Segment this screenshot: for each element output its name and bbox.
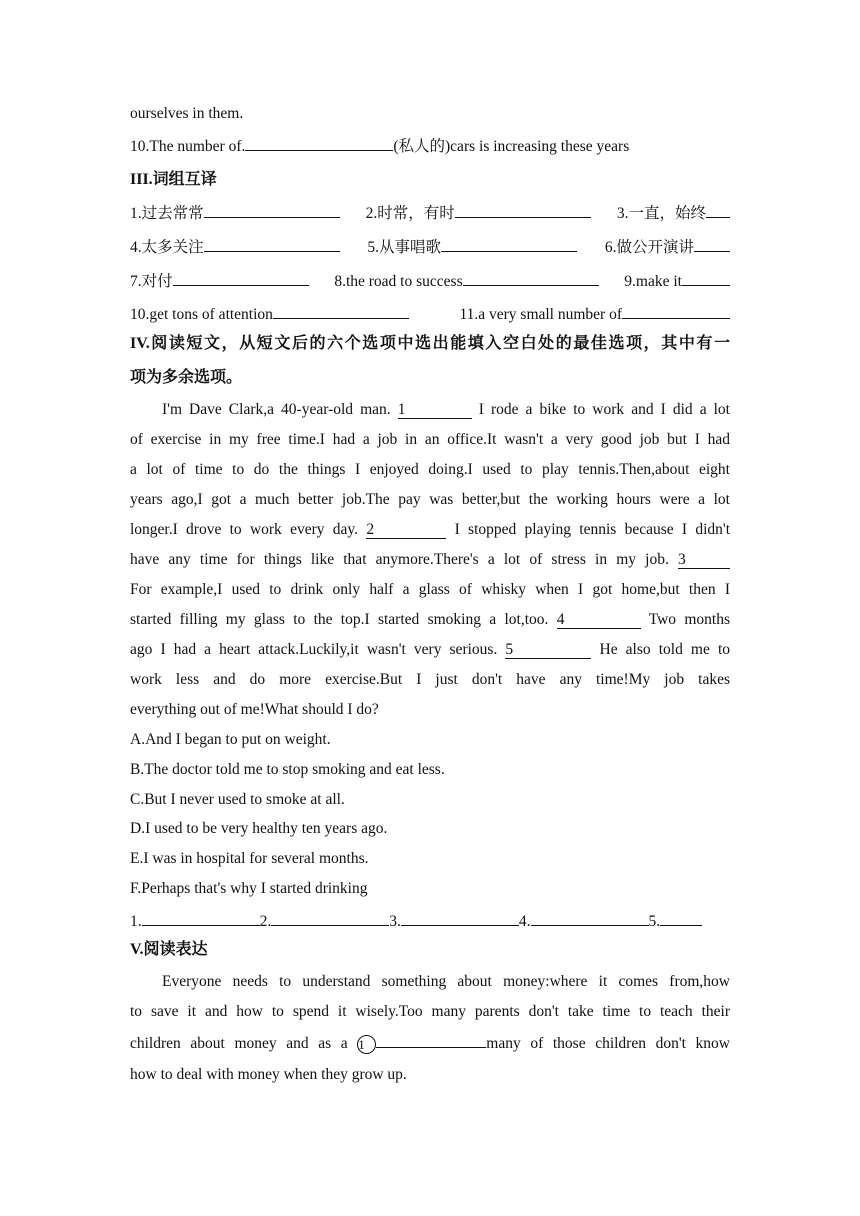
phrase-label: 5.从事唱歌 [367,239,442,256]
passage-line [130,519,730,541]
passage-line [130,971,730,993]
option-a: A.And I began to put on weight. [130,731,331,748]
section-4-title: IV.阅读短文，从短文后的六个选项中选出能填入空白处的最佳选项，其中有一 [130,335,730,352]
passage-line [130,1031,730,1055]
answer-blank[interactable] [531,909,649,926]
answer-blank[interactable] [706,201,730,218]
passage-text: ago I had a heart attack.Luckily,it wasn't very serious. [130,641,498,658]
answer-blank[interactable] [622,302,730,319]
passage-line: of exercise in my free time.I had a job in an office.It wasn't a very good job but I had [130,431,730,448]
passage-text: I'm Dave Clark,a 40-year-old man. [162,401,391,418]
passage-text: have any time for things like that anymore.There's a lot of stress in my job. [130,551,669,568]
answer-label: 5. [648,913,661,930]
passage-line [130,609,730,631]
blank-5[interactable]: 5 [505,642,591,659]
passage-text: He also told me to [599,641,731,658]
phrase-label: 3.一直，始终 [616,205,706,222]
passage-text: children about money and as a [130,1035,348,1052]
passage-text: Two months [648,611,730,628]
passage-text: longer.I drove to work every day. [130,521,359,538]
passage-line: to save it and how to spend it wisely.Too many parents don't take time to teach their [130,1003,730,1020]
phrase-row-2 [130,235,730,259]
answer-blank[interactable] [455,201,591,218]
passage-line: everything out of me!What should I do? [130,701,379,718]
blank-3[interactable]: 3 [678,552,730,569]
answer-blank[interactable] [245,134,393,151]
answer-blank[interactable] [273,302,409,319]
answer-blank[interactable] [660,909,702,926]
phrase-label: 7.对付 [130,273,173,290]
answer-label: 2. [259,913,272,930]
passage-line [130,549,730,571]
phrase-label: 11.a very small number of [459,306,622,323]
answer-blank[interactable] [173,269,309,286]
passage-text: started filling my glass to the top.I started smoking a lot,too. [130,611,549,628]
blank-4[interactable]: 4 [557,612,641,629]
phrase-label: 4.太多关注 [130,239,204,256]
option-c: C.But I never used to smoke at all. [130,791,345,808]
passage-line: how to deal with money when they grow up. [130,1066,407,1083]
option-d: D.I used to be very healthy ten years ago. [130,820,388,837]
phrase-row-4 [130,302,730,326]
answer-blank[interactable] [376,1031,486,1048]
answer-blank[interactable] [271,909,389,926]
answer-label: 3. [389,913,401,930]
section-5-title: V.阅读表达 [130,941,208,958]
phrase-label: 8.the road to success [334,273,463,290]
answer-blank[interactable] [401,909,519,926]
passage-line: years ago,I got a much better job.The pay was better,but the working hours were a lot [130,491,730,508]
question-text: (私人的)cars is increasing these years [393,138,630,155]
passage-text: many of those children don't know [486,1035,730,1052]
answer-row [130,909,702,933]
passage-text: Everyone needs to understand something about money:where it comes from,how [162,973,730,990]
question-10-line [130,134,629,158]
phrase-row-3 [130,269,730,293]
phrase-label: 2.时常，有时 [365,205,455,222]
phrase-label: 9.make it [624,273,682,290]
passage-line: For example,I used to drink only half a glass of whisky when I got home,but then I [130,581,730,598]
passage-line [130,399,730,421]
answer-label: 4. [518,913,531,930]
option-b: B.The doctor told me to stop smoking and eat less. [130,761,445,778]
passage-text: I stopped playing tennis because I didn't [454,521,731,538]
question-text: 10.The number of. [130,138,246,155]
circled-number-1: 1 [357,1035,376,1054]
option-f: F.Perhaps that's why I started drinking [130,880,368,897]
answer-blank[interactable] [694,235,730,252]
answer-blank[interactable] [463,269,599,286]
blank-2[interactable]: 2 [366,522,446,539]
answer-blank[interactable] [441,235,577,252]
blank-1[interactable]: 1 [398,402,472,419]
passage-line [130,639,730,661]
phrase-row-1 [130,201,730,225]
answer-blank[interactable] [682,269,730,286]
passage-text: I rode a bike to work and I did a lot [478,401,730,418]
option-e: E.I was in hospital for several months. [130,850,369,867]
text-line: ourselves in them. [130,105,244,122]
answer-blank[interactable] [142,909,260,926]
answer-blank[interactable] [204,235,340,252]
phrase-label: 10.get tons of attention [130,306,273,323]
answer-blank[interactable] [204,201,340,218]
passage-line: a lot of time to do the things I enjoyed doing.I used to play tennis.Then,about eight [130,461,730,478]
passage-line: work less and do more exercise.But I just don't have any time!My job takes [130,671,730,688]
section-4-title-cont: 项为多余选项。 [130,369,243,386]
phrase-label: 6.做公开演讲 [604,239,694,256]
answer-label: 1. [130,913,142,930]
section-3-title: III.词组互译 [130,171,217,188]
phrase-label: 1.过去常常 [130,205,204,222]
